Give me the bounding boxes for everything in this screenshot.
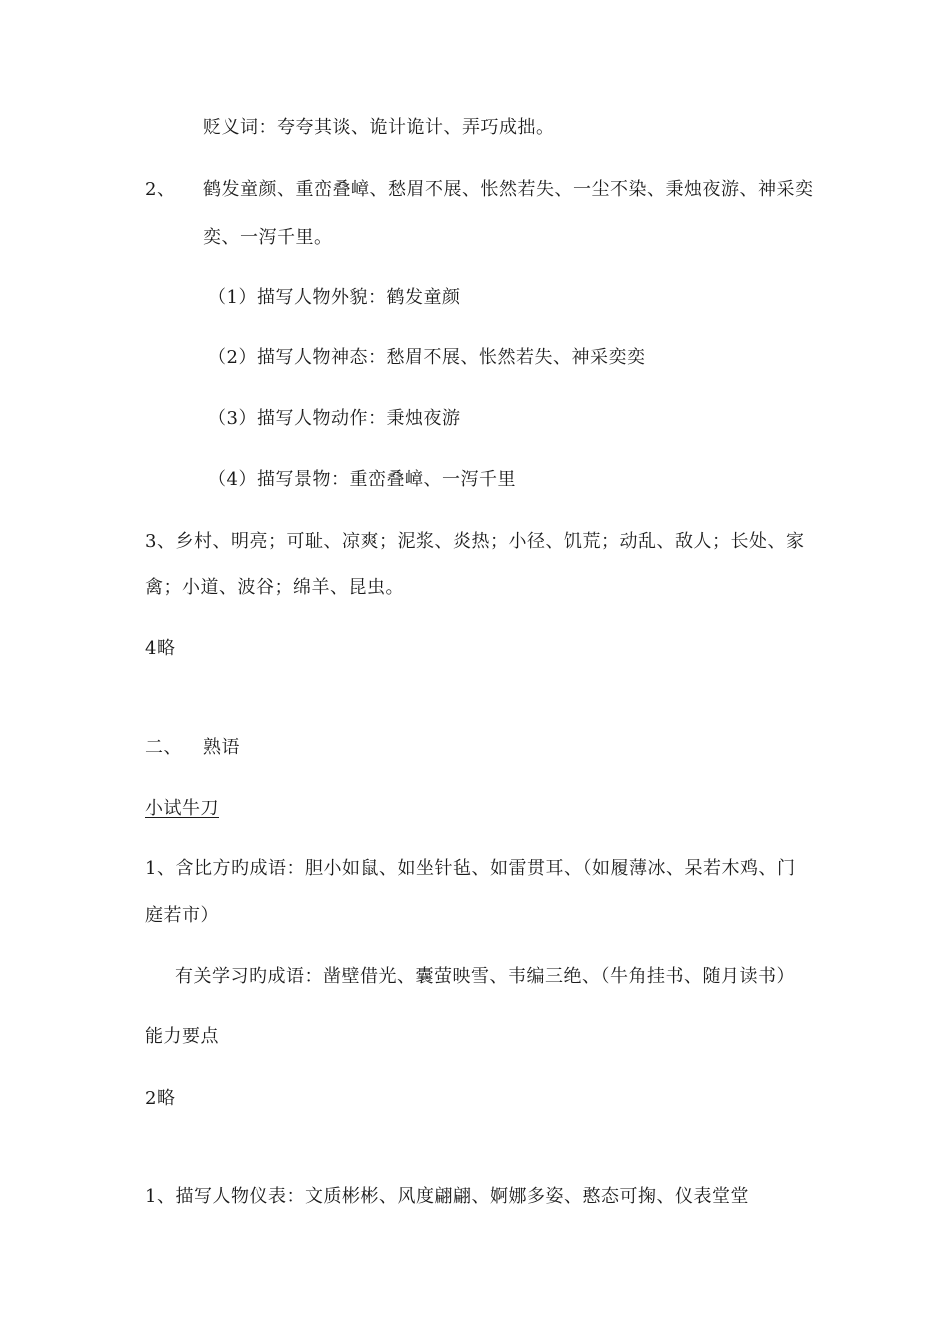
- q1-line-1: 1、含比方旳成语：胆小如鼠、如坐针毡、如雷贯耳、（如履薄冰、呆若木鸡、门: [145, 858, 796, 879]
- item-2-line-2: 奕、一泻千里。: [203, 227, 333, 248]
- item-3-line-2: 禽；小道、波谷；绵羊、昆虫。: [145, 577, 404, 598]
- item-2b: 2略: [145, 1088, 176, 1109]
- item-2-line-1: [145, 178, 814, 202]
- subitem-3: （3）描写人物动作：秉烛夜游: [208, 408, 461, 429]
- item-3-line-1: 3、乡村、明亮；可耻、凉爽；泥浆、炎热；小径、饥荒；动乱、敌人；长处、家: [145, 531, 805, 552]
- item-2-number: 2、: [145, 179, 176, 200]
- section-2-title: 熟语: [203, 737, 240, 758]
- subitem-4: （4）描写景物：重峦叠嶂、一泻千里: [208, 469, 516, 490]
- section-2-number: 二、: [145, 737, 182, 758]
- appearance-line: 1、描写人物仪表：文质彬彬、风度翩翩、婀娜多姿、憨态可掬、仪表堂堂: [145, 1186, 749, 1207]
- q1-line-3: 有关学习旳成语：凿壁借光、囊萤映雪、韦编三绝、（牛角挂书、随月读书）: [175, 966, 795, 987]
- subitem-1: （1）描写人物外貌：鹤发童颜: [208, 287, 461, 308]
- item-4: 4略: [145, 638, 176, 659]
- subitem-2: （2）描写人物神态：愁眉不展、怅然若失、神采奕奕: [208, 347, 646, 368]
- item-2-text-1: 鹤发童颜、重峦叠嶂、愁眉不展、怅然若失、一尘不染、秉烛夜游、神采奕: [203, 179, 814, 200]
- derogatory-words-line: 贬义词：夸夸其谈、诡计诡计、弄巧成拙。: [203, 117, 555, 138]
- subheading-trial: 小试牛刀: [145, 798, 219, 819]
- q1-line-2: 庭若市）: [145, 905, 219, 926]
- ability-heading: 能力要点: [145, 1026, 219, 1047]
- section-2-heading: [145, 736, 240, 760]
